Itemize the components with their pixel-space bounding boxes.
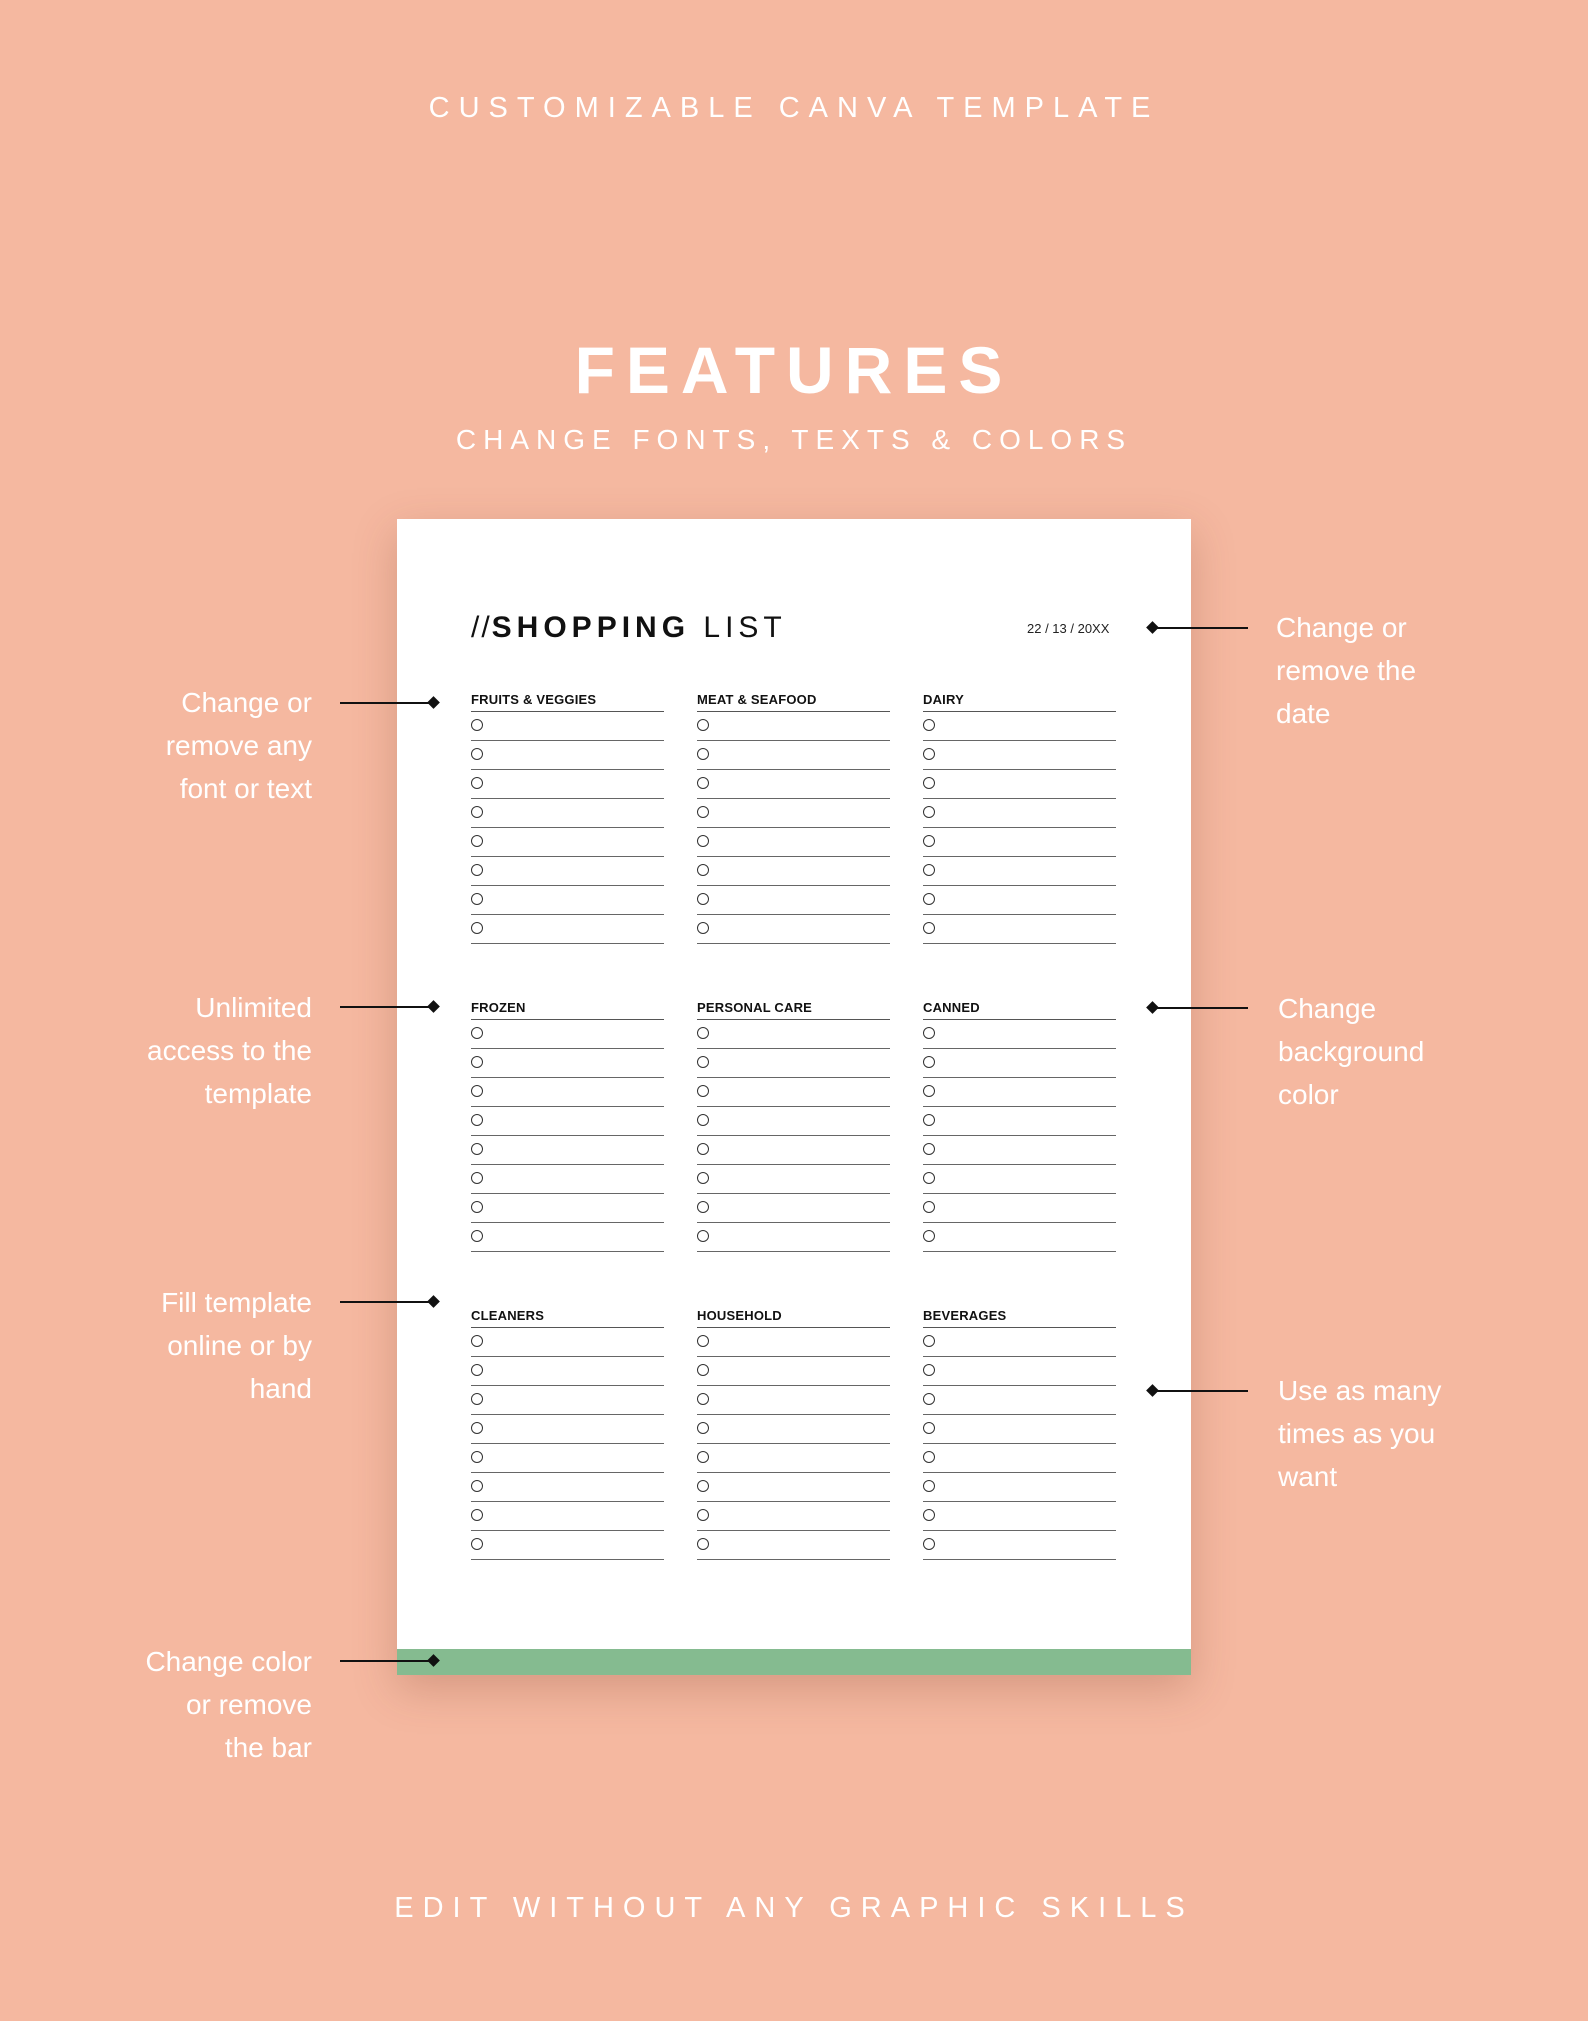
section-rows — [697, 1019, 890, 1252]
list-item[interactable] — [697, 1194, 890, 1223]
checkbox-circle-icon[interactable] — [471, 806, 483, 818]
list-item[interactable] — [697, 712, 890, 741]
bottom-banner: EDIT WITHOUT ANY GRAPHIC SKILLS — [394, 1892, 1194, 1924]
section-title: FRUITS & VEGGIES — [471, 692, 597, 707]
list-item[interactable] — [697, 1107, 890, 1136]
list-item[interactable] — [471, 857, 664, 886]
checkbox-circle-icon[interactable] — [923, 1364, 935, 1376]
list-item[interactable] — [923, 857, 1116, 886]
checkbox-circle-icon[interactable] — [697, 1335, 709, 1347]
list-item[interactable] — [697, 1165, 890, 1194]
list-item[interactable] — [471, 1502, 664, 1531]
list-item[interactable] — [697, 1473, 890, 1502]
checkbox-circle-icon[interactable] — [471, 777, 483, 789]
pointer-date — [1148, 622, 1248, 634]
list-item[interactable] — [697, 1223, 890, 1252]
list-item[interactable] — [471, 1357, 664, 1386]
checkbox-circle-icon[interactable] — [923, 835, 935, 847]
list-item[interactable] — [471, 741, 664, 770]
checkbox-circle-icon[interactable] — [471, 1027, 483, 1039]
sheet-title — [471, 611, 787, 645]
checkbox-circle-icon[interactable] — [471, 1538, 483, 1550]
list-item[interactable] — [923, 1020, 1116, 1049]
sheet-title-light: LIST — [703, 611, 787, 644]
section-personal-care — [697, 997, 890, 1252]
section-rows — [471, 1019, 664, 1252]
checkbox-circle-icon[interactable] — [923, 1335, 935, 1347]
checkbox-circle-icon[interactable] — [923, 1056, 935, 1068]
checkbox-circle-icon[interactable] — [471, 1172, 483, 1184]
list-item[interactable] — [697, 1328, 890, 1357]
note-change-date: Change or remove the date — [1276, 612, 1417, 729]
list-item[interactable] — [923, 1502, 1116, 1531]
checkbox-circle-icon[interactable] — [697, 777, 709, 789]
subtitle: CHANGE FONTS, TEXTS & COLORS — [455, 424, 1133, 455]
list-item[interactable] — [923, 741, 1116, 770]
list-item[interactable] — [471, 770, 664, 799]
section-household — [697, 1305, 890, 1560]
section-rows — [697, 1327, 890, 1560]
checkbox-circle-icon[interactable] — [471, 835, 483, 847]
list-item[interactable] — [923, 828, 1116, 857]
list-item[interactable] — [923, 799, 1116, 828]
checkbox-circle-icon[interactable] — [697, 1027, 709, 1039]
note-change-bar: Change color or remove the bar — [145, 1646, 312, 1763]
pointer-background — [1148, 1002, 1248, 1014]
section-rows — [923, 711, 1116, 944]
list-item[interactable] — [923, 1531, 1116, 1560]
sheet-date: 22 / 13 / 20XX — [1027, 621, 1110, 636]
list-item[interactable] — [697, 1531, 890, 1560]
checkbox-circle-icon[interactable] — [697, 1364, 709, 1376]
section-rows — [471, 711, 664, 944]
checkbox-circle-icon[interactable] — [923, 1480, 935, 1492]
checkbox-circle-icon[interactable] — [471, 893, 483, 905]
section-rows — [697, 711, 890, 944]
checkbox-circle-icon[interactable] — [923, 893, 935, 905]
list-item[interactable] — [923, 1078, 1116, 1107]
checkbox-circle-icon[interactable] — [471, 1230, 483, 1242]
section-title: CLEANERS — [471, 1308, 545, 1323]
checkbox-circle-icon[interactable] — [697, 748, 709, 760]
list-item[interactable] — [471, 1194, 664, 1223]
checkbox-circle-icon[interactable] — [697, 1451, 709, 1463]
list-item[interactable] — [471, 886, 664, 915]
checkbox-circle-icon[interactable] — [697, 1201, 709, 1213]
checkbox-circle-icon[interactable] — [697, 1509, 709, 1521]
section-meat-seafood — [697, 689, 890, 944]
checkbox-circle-icon[interactable] — [471, 1056, 483, 1068]
list-item[interactable] — [471, 1415, 664, 1444]
checkbox-circle-icon[interactable] — [697, 1114, 709, 1126]
section-title: CANNED — [923, 1000, 980, 1015]
note-use-many-times: Use as many times as you want — [1278, 1375, 1442, 1492]
list-item[interactable] — [471, 799, 664, 828]
checkbox-circle-icon[interactable] — [471, 864, 483, 876]
section-fruits-veggies — [471, 689, 664, 944]
list-item[interactable] — [923, 1136, 1116, 1165]
note-fill-template: Fill template online or by hand — [161, 1287, 312, 1404]
checkbox-circle-icon[interactable] — [471, 1451, 483, 1463]
checkbox-circle-icon[interactable] — [923, 748, 935, 760]
checkbox-circle-icon[interactable] — [697, 1056, 709, 1068]
list-item[interactable] — [697, 1386, 890, 1415]
checkbox-circle-icon[interactable] — [923, 922, 935, 934]
section-frozen — [471, 997, 664, 1252]
list-item[interactable] — [923, 886, 1116, 915]
checkbox-circle-icon[interactable] — [471, 1393, 483, 1405]
list-item[interactable] — [697, 1078, 890, 1107]
checkbox-circle-icon[interactable] — [923, 719, 935, 731]
note-change-font: Change or remove any font or text — [165, 687, 312, 804]
list-item[interactable] — [923, 1444, 1116, 1473]
list-item[interactable] — [471, 828, 664, 857]
list-item[interactable] — [471, 1107, 664, 1136]
list-item[interactable] — [697, 886, 890, 915]
list-item[interactable] — [923, 1049, 1116, 1078]
checkbox-circle-icon[interactable] — [697, 1538, 709, 1550]
checkbox-circle-icon[interactable] — [471, 1114, 483, 1126]
pointer-bar — [340, 1655, 442, 1667]
checkbox-circle-icon[interactable] — [471, 1335, 483, 1347]
checkbox-circle-icon[interactable] — [697, 835, 709, 847]
list-item[interactable] — [923, 1386, 1116, 1415]
section-title: DAIRY — [923, 692, 964, 707]
list-item[interactable] — [471, 1078, 664, 1107]
section-rows — [471, 1327, 664, 1560]
list-item[interactable] — [697, 1357, 890, 1386]
pointer-fill — [340, 1296, 442, 1308]
checkbox-circle-icon[interactable] — [923, 1085, 935, 1097]
list-item[interactable] — [697, 1136, 890, 1165]
sheet-title-prefix: // — [471, 611, 492, 644]
checkbox-circle-icon[interactable] — [923, 1027, 935, 1039]
checkbox-circle-icon[interactable] — [923, 777, 935, 789]
checkbox-circle-icon[interactable] — [923, 1393, 935, 1405]
list-item[interactable] — [923, 1415, 1116, 1444]
list-item[interactable] — [923, 1223, 1116, 1252]
section-title: BEVERAGES — [923, 1308, 1007, 1323]
list-item[interactable] — [697, 1049, 890, 1078]
list-item[interactable] — [471, 1020, 664, 1049]
checkbox-circle-icon[interactable] — [923, 864, 935, 876]
shopping-list-sheet — [397, 519, 1191, 1675]
main-title: FEATURES — [574, 333, 1014, 407]
checkbox-circle-icon[interactable] — [923, 1230, 935, 1242]
list-item[interactable] — [471, 1473, 664, 1502]
list-item[interactable] — [697, 1415, 890, 1444]
list-item[interactable] — [471, 1136, 664, 1165]
list-item[interactable] — [471, 1328, 664, 1357]
list-item[interactable] — [697, 799, 890, 828]
checkbox-circle-icon[interactable] — [697, 1143, 709, 1155]
green-bar — [397, 1649, 1191, 1675]
checkbox-circle-icon[interactable] — [471, 748, 483, 760]
checkbox-circle-icon[interactable] — [923, 1422, 935, 1434]
list-item[interactable] — [923, 770, 1116, 799]
list-item[interactable] — [471, 1049, 664, 1078]
checkbox-circle-icon[interactable] — [923, 1509, 935, 1521]
checkbox-circle-icon[interactable] — [697, 1422, 709, 1434]
list-item[interactable] — [923, 1473, 1116, 1502]
section-title: MEAT & SEAFOOD — [697, 692, 817, 707]
list-item[interactable] — [471, 1444, 664, 1473]
section-title: HOUSEHOLD — [697, 1308, 782, 1323]
checkbox-circle-icon[interactable] — [697, 1172, 709, 1184]
section-canned — [923, 997, 1116, 1252]
checkbox-circle-icon[interactable] — [471, 1509, 483, 1521]
checkbox-circle-icon[interactable] — [923, 1451, 935, 1463]
section-rows — [923, 1327, 1116, 1560]
list-item[interactable] — [697, 828, 890, 857]
top-banner: CUSTOMIZABLE CANVA TEMPLATE — [428, 92, 1160, 124]
section-cleaners — [471, 1305, 664, 1560]
checkbox-circle-icon[interactable] — [471, 1143, 483, 1155]
list-item[interactable] — [697, 915, 890, 944]
pointer-font — [340, 697, 442, 709]
checkbox-circle-icon[interactable] — [471, 1085, 483, 1097]
checkbox-circle-icon[interactable] — [923, 1172, 935, 1184]
pointer-reuse — [1148, 1385, 1248, 1397]
checkbox-circle-icon[interactable] — [471, 1201, 483, 1213]
list-item[interactable] — [697, 1020, 890, 1049]
checkbox-circle-icon[interactable] — [471, 922, 483, 934]
list-item[interactable] — [471, 1165, 664, 1194]
checkbox-circle-icon[interactable] — [697, 1393, 709, 1405]
checkbox-circle-icon[interactable] — [697, 1480, 709, 1492]
list-item[interactable] — [923, 915, 1116, 944]
checkbox-circle-icon[interactable] — [697, 864, 709, 876]
list-item[interactable] — [471, 1386, 664, 1415]
list-item[interactable] — [923, 712, 1116, 741]
list-item[interactable] — [471, 1531, 664, 1560]
checkbox-circle-icon[interactable] — [471, 1480, 483, 1492]
list-item[interactable] — [923, 1107, 1116, 1136]
checkbox-circle-icon[interactable] — [697, 1085, 709, 1097]
section-title: PERSONAL CARE — [697, 1000, 813, 1015]
checkbox-circle-icon[interactable] — [697, 893, 709, 905]
list-item[interactable] — [697, 1502, 890, 1531]
list-item[interactable] — [697, 857, 890, 886]
section-beverages — [923, 1305, 1116, 1560]
sheet-title-bold: SHOPPING — [491, 611, 691, 644]
note-change-background: Change background color — [1278, 993, 1425, 1110]
section-rows — [923, 1019, 1116, 1252]
checkbox-circle-icon[interactable] — [471, 1422, 483, 1434]
list-item[interactable] — [471, 712, 664, 741]
checkbox-circle-icon[interactable] — [923, 1114, 935, 1126]
list-item[interactable] — [923, 1328, 1116, 1357]
list-item[interactable] — [697, 1444, 890, 1473]
list-item[interactable] — [923, 1194, 1116, 1223]
checkbox-circle-icon[interactable] — [471, 1364, 483, 1376]
list-item[interactable] — [471, 1223, 664, 1252]
list-item[interactable] — [923, 1357, 1116, 1386]
checkbox-circle-icon[interactable] — [471, 719, 483, 731]
list-item[interactable] — [697, 741, 890, 770]
pointer-unlimited — [340, 1001, 442, 1013]
note-unlimited-access: Unlimited access to the template — [147, 992, 312, 1109]
section-dairy — [923, 689, 1116, 944]
checkbox-circle-icon[interactable] — [697, 719, 709, 731]
checkbox-circle-icon[interactable] — [923, 1201, 935, 1213]
checkbox-circle-icon[interactable] — [923, 1143, 935, 1155]
checkbox-circle-icon[interactable] — [697, 1230, 709, 1242]
list-item[interactable] — [471, 915, 664, 944]
list-item[interactable] — [697, 770, 890, 799]
checkbox-circle-icon[interactable] — [697, 922, 709, 934]
checkbox-circle-icon[interactable] — [697, 806, 709, 818]
list-item[interactable] — [923, 1165, 1116, 1194]
checkbox-circle-icon[interactable] — [923, 806, 935, 818]
section-title: FROZEN — [471, 1000, 526, 1015]
checkbox-circle-icon[interactable] — [923, 1538, 935, 1550]
